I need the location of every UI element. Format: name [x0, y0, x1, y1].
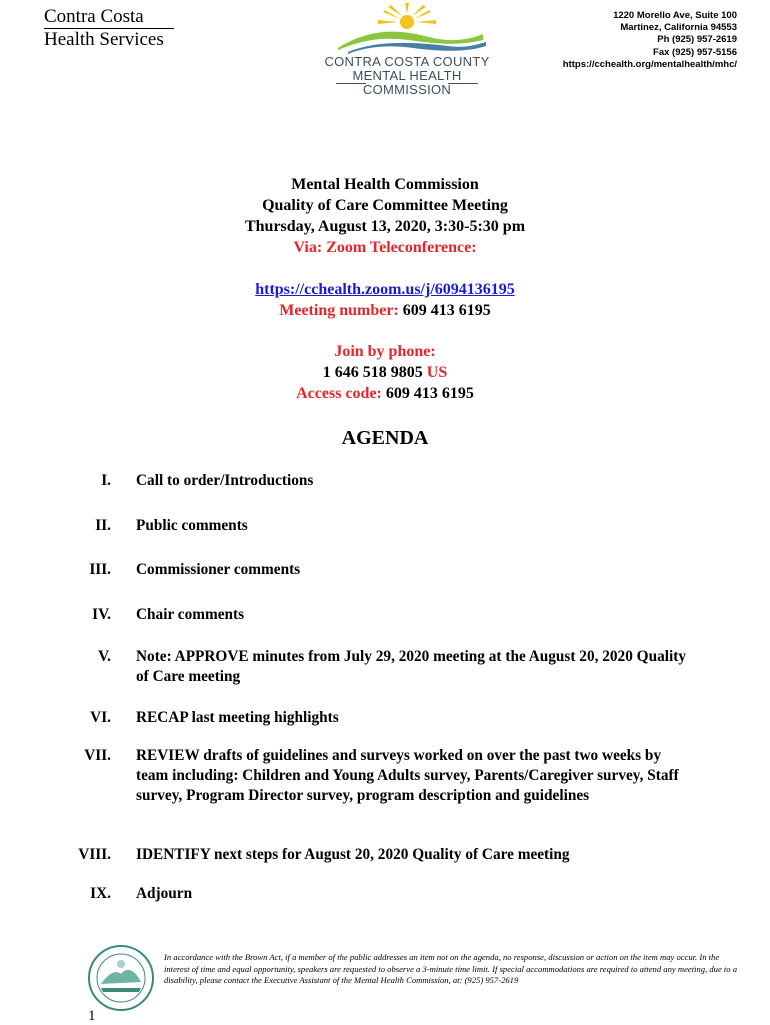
- logo-line1: CONTRA COSTA COUNTY: [324, 54, 490, 69]
- logo-line2: MENTAL HEALTH: [352, 68, 462, 83]
- agenda-item-text: Public comments: [136, 517, 248, 534]
- address-website[interactable]: https://cchealth.org/mentalhealth/mhc/: [562, 58, 737, 70]
- logo-line3: COMMISSION: [362, 82, 452, 97]
- agenda-item-text: Note: APPROVE minutes from July 29, 2020 meeting at the August 20, 2020 Quality of Care meeting: [136, 648, 686, 685]
- agenda-item-number: IV.: [92, 606, 111, 623]
- meeting-via: Via: Zoom Teleconference:: [293, 239, 477, 256]
- access-code-label: Access code:: [296, 385, 382, 402]
- meeting-number-line: [0, 300, 770, 321]
- join-phone-label: Join by phone:: [334, 343, 436, 360]
- org-name-line2: Health Services: [44, 29, 164, 50]
- address-street: 1220 Morello Ave, Suite 100: [613, 10, 737, 21]
- phone-region: US: [426, 364, 448, 381]
- agenda-item-text: REVIEW drafts of guidelines and surveys worked on over the past two weeks by team including: Children and Young Adults survey, Parents/Caregiver survey, Staff survey, Program Director survey, program description and guidelines: [136, 747, 679, 804]
- agenda-item-text: RECAP last meeting highlights: [136, 709, 339, 726]
- agenda-title: AGENDA: [341, 427, 429, 449]
- county-seal-icon: [87, 944, 155, 1012]
- address-city: Martinez, California 94553: [620, 22, 737, 34]
- commission-logo: [318, 2, 496, 98]
- address-block: [563, 10, 737, 71]
- brown-act-notice: In accordance with the Brown Act, if a member of the public addresses an item not on the agenda, no response, discussion or action on the item may occur. In the interest of time and equal opportunity, speakers are requested to observe a 3-minute time limit. If special accommodations are required to attend any meeting, due to a disability, please contact the Executive Assistant of the Mental Health Commission, at: (925) 957-2619: [164, 952, 738, 986]
- agenda-item-number: VIII.: [78, 846, 111, 863]
- access-code: 609 413 6195: [385, 385, 474, 402]
- phone-line: [0, 362, 770, 383]
- address-fax: Fax (925) 957-5156: [653, 46, 737, 58]
- agenda-item-text: Adjourn: [136, 885, 193, 902]
- access-code-line: [0, 383, 770, 404]
- agenda-item-number: VII.: [84, 747, 111, 764]
- meeting-title: Mental Health Commission: [291, 176, 479, 193]
- agenda-item-text: Call to order/Introductions: [136, 472, 314, 489]
- agenda-item-number: I.: [101, 472, 111, 489]
- agenda-item-text: Chair comments: [136, 606, 245, 623]
- agenda-item-number: II.: [95, 517, 111, 534]
- sun-mountains-logo-icon: [318, 2, 496, 54]
- org-name-line1: Contra Costa: [44, 6, 174, 29]
- address-phone: Ph (925) 957-2619: [657, 34, 737, 46]
- agenda-item-number: III.: [89, 561, 111, 578]
- agenda-item-text: IDENTIFY next steps for August 20, 2020 Quality of Care meeting: [136, 846, 570, 863]
- agenda-item-text: Commissioner comments: [136, 561, 301, 578]
- meeting-number: 609 413 6195: [402, 302, 491, 319]
- agenda-item-number: VI.: [90, 709, 111, 726]
- zoom-link[interactable]: https://cchealth.zoom.us/j/6094136195: [255, 281, 515, 298]
- meeting-number-label: Meeting number:: [279, 302, 399, 319]
- page-number: 1: [88, 1008, 96, 1024]
- org-name: [44, 6, 174, 51]
- agenda-item-number: V.: [98, 648, 111, 665]
- agenda-item-number: IX.: [90, 885, 111, 902]
- phone-number: 1 646 518 9805: [322, 364, 423, 381]
- committee-name: Quality of Care Committee Meeting: [262, 197, 508, 214]
- meeting-datetime: Thursday, August 13, 2020, 3:30-5:30 pm: [244, 218, 526, 235]
- zoom-link-line: [0, 279, 770, 300]
